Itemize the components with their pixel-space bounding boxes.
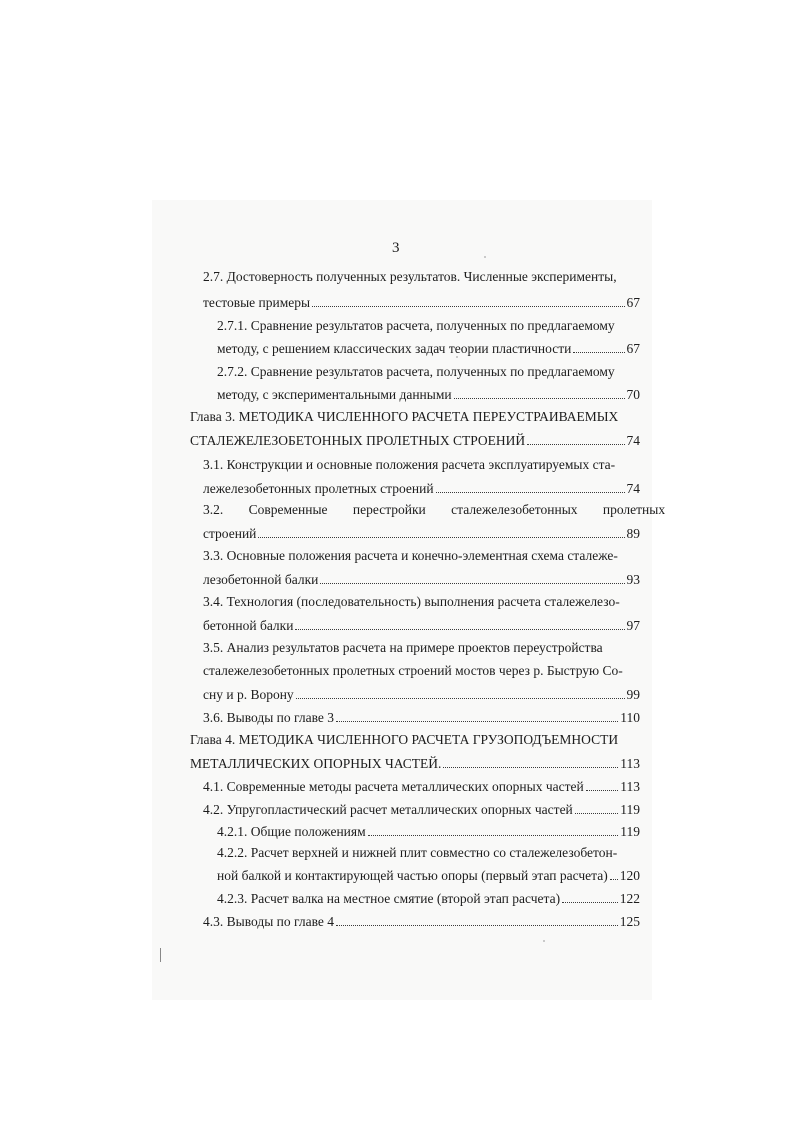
toc-entry-3-5-cont2: [203, 685, 640, 703]
toc-entry-text: сну и р. Ворону: [203, 687, 294, 702]
leader-dots: [320, 570, 624, 584]
toc-entry-3-4: [203, 593, 640, 610]
toc-entry-4-3: [203, 912, 640, 930]
toc-entry-2-7-2: [217, 363, 640, 380]
leader-dots: [436, 479, 625, 493]
toc-page-number: 119: [620, 824, 640, 839]
toc-entry-text: СТАЛЕЖЕЛЕЗОБЕТОННЫХ ПРОЛЕТНЫХ СТРОЕНИЙ: [190, 433, 526, 448]
toc-entry-text: МЕТАЛЛИЧЕСКИХ ОПОРНЫХ ЧАСТЕЙ.: [190, 756, 442, 771]
toc-page-number: 113: [620, 756, 640, 771]
toc-page-number: 122: [619, 891, 640, 906]
toc-entry-text: строений: [203, 526, 257, 541]
toc-entry-text: 3.3. Основные положения расчета и конечно-элементная схема сталеже-: [203, 548, 618, 563]
toc-page-number: 99: [626, 687, 640, 702]
toc-page-number: 120: [619, 868, 640, 883]
toc-entry-text: 2.7.1. Сравнение результатов расчета, полученных по предлагаемому: [217, 318, 615, 333]
toc-entry-3-2: [203, 501, 666, 518]
toc-chapter-3-cont: [190, 431, 640, 449]
toc-page-number: 113: [620, 779, 640, 794]
toc-entry-3-6: [203, 708, 640, 726]
leader-dots: [312, 293, 624, 307]
toc-entry-text: тестовые примеры: [203, 295, 311, 310]
leader-dots: [295, 616, 624, 630]
toc-entry-text: 4.2.2. Расчет верхней и нижней плит совместно со сталежелезобетон-: [217, 845, 618, 860]
leader-dots: [575, 800, 618, 814]
toc-entry-text: лежелезобетонных пролетных строений: [203, 481, 434, 496]
leader-dots: [527, 431, 624, 445]
toc-entry-text: 4.3. Выводы по главе 4: [203, 914, 334, 929]
toc-entry-text: сталежелезобетонных пролетных строений мостов через р. Быструю Со-: [203, 663, 623, 678]
leader-dots: [336, 708, 618, 722]
toc-entry-text: ной балкой и контактирующей частью опоры (первый этап расчета): [217, 868, 608, 883]
scan-mark: [160, 948, 161, 962]
toc-entry-4-1: [203, 777, 640, 795]
toc-chapter-4-cont: [190, 754, 640, 772]
toc-page-number: 67: [626, 295, 640, 310]
toc-entry-2-7-cont: [203, 293, 640, 311]
toc-entry-4-2-3: [217, 889, 640, 907]
toc-entry-2-7: [203, 268, 640, 285]
toc-entry-text: 2.7.2. Сравнение результатов расчета, полученных по предлагаемому: [217, 364, 615, 379]
toc-entry-text: Глава 4. МЕТОДИКА ЧИСЛЕННОГО РАСЧЕТА ГРУЗОПОДЪЕМНОСТИ: [190, 732, 619, 747]
toc-page-number: 70: [626, 387, 640, 402]
toc-page-number: 125: [619, 914, 640, 929]
toc-page-number: 67: [626, 341, 640, 356]
toc-entry-text: 2.7. Достоверность полученных результатов. Численные эксперименты,: [203, 269, 617, 284]
toc-entry-text: методу, с решением классических задач теории пластичности: [217, 341, 572, 356]
toc-entry-text: 3.2. Современные перестройки сталежелезобетонных пролетных: [203, 502, 666, 517]
toc-page-number: 89: [626, 526, 640, 541]
toc-entry-3-5-cont: [203, 662, 640, 679]
toc-entry-text: 3.6. Выводы по главе 3: [203, 710, 334, 725]
toc-entry-text: 3.5. Анализ результатов расчета на примере проектов переустройства: [203, 640, 603, 655]
leader-dots: [573, 339, 624, 353]
scan-speck: [484, 256, 486, 258]
toc-entry-text: бетонной балки: [203, 618, 294, 633]
toc-entry-3-3-cont: [203, 570, 640, 588]
page-number: 3: [392, 240, 400, 256]
toc-entry-text: 4.2.1. Общие положениям: [217, 824, 366, 839]
toc-entry-text: 4.2.3. Расчет валка на местное смятие (второй этап расчета): [217, 891, 561, 906]
toc-entry-3-3: [203, 547, 640, 564]
toc-entry-4-2-1: [217, 822, 640, 840]
leader-dots: [562, 889, 618, 903]
toc-entry-text: лезобетонной балки: [203, 572, 319, 587]
leader-dots: [368, 822, 619, 836]
leader-dots: [586, 777, 619, 791]
toc-entry-3-1-cont: [203, 479, 640, 497]
toc-page-number: 74: [626, 481, 640, 496]
toc-entry-4-2-2-cont: [203, 866, 640, 884]
toc-entry-4-2-2: [217, 844, 640, 861]
toc-page-number: 93: [626, 572, 640, 587]
scan-speck: [543, 940, 545, 942]
toc-entry-3-5: [203, 639, 640, 656]
leader-dots: [296, 685, 625, 699]
toc-page-number: 119: [620, 802, 640, 817]
toc-entry-2-7-1: [217, 317, 640, 334]
toc-entry-text: методу, с экспериментальными данными: [217, 387, 452, 402]
toc-entry-text: Глава 3. МЕТОДИКА ЧИСЛЕННОГО РАСЧЕТА ПЕРЕУСТРАИВАЕМЫХ: [190, 409, 619, 424]
toc-entry-text: 3.1. Конструкции и основные положения расчета эксплуатируемых ста-: [203, 457, 616, 472]
leader-dots: [610, 866, 618, 880]
scan-speck: [456, 356, 458, 358]
leader-dots: [336, 912, 618, 926]
toc-entry-2-7-2-cont: [217, 385, 640, 403]
toc-chapter-3: [190, 408, 640, 425]
toc-entry-3-4-cont: [203, 616, 640, 634]
leader-dots: [443, 754, 618, 768]
toc-entry-3-2-cont: [203, 524, 640, 542]
toc-entry-text: 4.2. Упругопластический расчет металлических опорных частей: [203, 802, 573, 817]
toc-entry-4-2: [203, 800, 640, 818]
toc-entry-text: 4.1. Современные методы расчета металлических опорных частей: [203, 779, 584, 794]
toc-entry-text: 3.4. Технология (последовательность) выполнения расчета сталежелезо-: [203, 594, 620, 609]
toc-chapter-4: [190, 731, 640, 748]
toc-entry-2-7-1-cont: [217, 339, 640, 357]
toc-page-number: 97: [626, 618, 640, 633]
toc-page-number: 110: [620, 710, 640, 725]
toc-page-number: 74: [626, 433, 640, 448]
leader-dots: [454, 385, 625, 399]
toc-entry-3-1: [203, 456, 640, 473]
leader-dots: [258, 524, 624, 538]
